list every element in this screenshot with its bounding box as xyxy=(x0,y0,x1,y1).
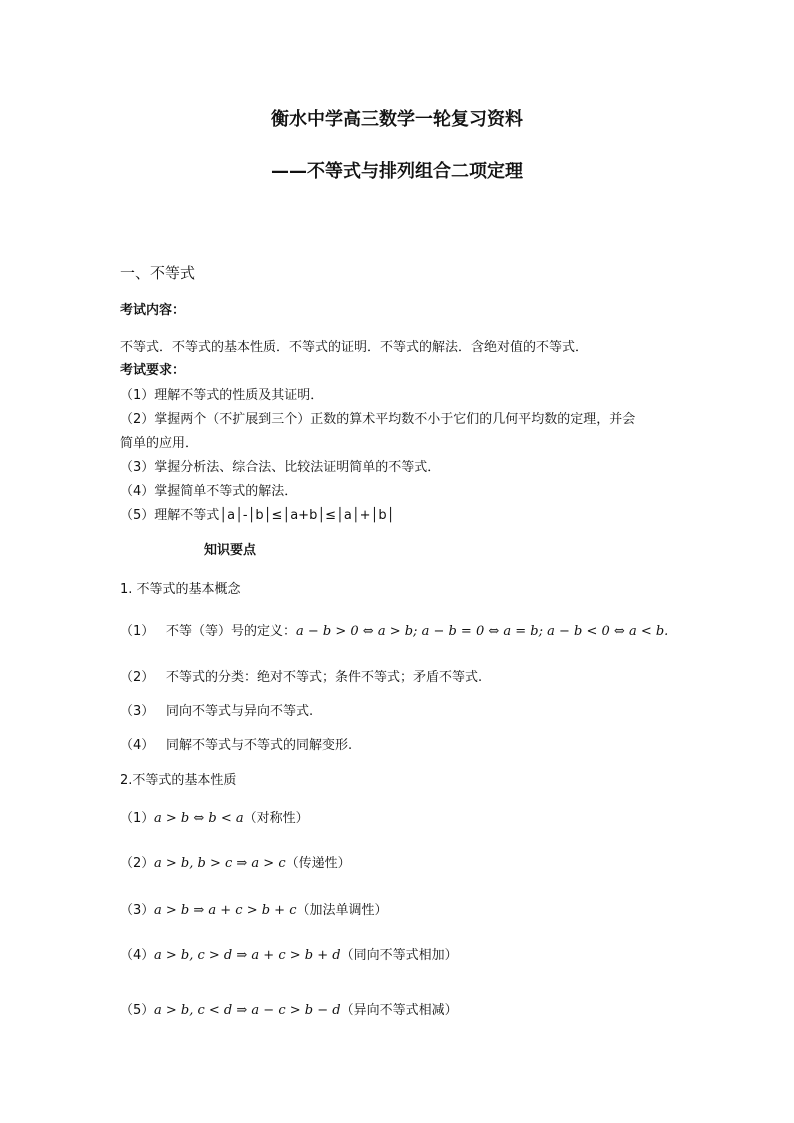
property-item xyxy=(120,811,309,827)
property-note: （传递性） xyxy=(285,856,351,871)
property-note: （对称性） xyxy=(243,811,309,826)
item-number: （2） xyxy=(120,856,155,871)
item-number: （5） xyxy=(120,1003,155,1018)
property-item xyxy=(120,903,388,919)
concept-item xyxy=(120,670,482,686)
item-number: （4） xyxy=(120,948,155,963)
requirement-item: （1）理解不等式的性质及其证明． xyxy=(120,388,324,403)
property-item xyxy=(120,1003,458,1019)
property-note: （同向不等式相加） xyxy=(340,948,458,963)
property-note: （异向不等式相减） xyxy=(340,1003,458,1018)
exam-content-label: 考试内容： xyxy=(120,303,186,318)
math-formula: a − b > 0 ⇔ a > b; a − b = 0 ⇔ a = b; a − b < 0 ⇔ a < b. xyxy=(296,624,669,639)
item-text: 同解不等式与不等式的同解变形. xyxy=(166,738,353,753)
point-heading: 2.不等式的基本性质 xyxy=(120,773,237,788)
item-number: （2） xyxy=(120,670,155,685)
document-subtitle: ——不等式与排列组合二项定理 xyxy=(271,161,523,182)
property-item xyxy=(120,856,351,872)
property-item xyxy=(120,948,458,964)
knowledge-heading: 知识要点 xyxy=(204,543,257,558)
math-formula: a > b ⇔ b < a xyxy=(154,811,244,826)
requirement-item: （3）掌握分析法、综合法、比较法证明简单的不等式． xyxy=(120,460,441,475)
point-heading: 1. 不等式的基本概念 xyxy=(120,582,241,597)
item-number: （3） xyxy=(120,903,155,918)
item-number: （1） xyxy=(120,624,155,639)
document-title: 衡水中学高三数学一轮复习资料 xyxy=(271,109,523,130)
requirement-item: 简单的应用． xyxy=(120,436,199,451)
math-formula: a > b, b > c ⇒ a > c xyxy=(154,856,286,871)
exam-content-text: 不等式．不等式的基本性质．不等式的证明．不等式的解法．含绝对值的不等式． xyxy=(120,340,589,355)
item-text: 同向不等式与异向不等式. xyxy=(166,704,314,719)
item-number: （1） xyxy=(120,811,155,826)
concept-item xyxy=(120,704,313,720)
math-formula: a > b ⇒ a + c > b + c xyxy=(154,903,297,918)
item-number: （4） xyxy=(120,738,155,753)
requirement-item: （5）理解不等式│a│-│b│≤│a+b│≤│a│+│b│ xyxy=(120,508,395,523)
section-heading: 一、不等式 xyxy=(120,264,196,282)
math-formula: a > b, c < d ⇒ a − c > b − d xyxy=(154,1003,341,1018)
requirement-item: （2）掌握两个（不扩展到三个）正数的算术平均数不小于它们的几何平均数的定理，并会 xyxy=(120,412,636,427)
item-text: 不等（等）号的定义： xyxy=(166,624,297,639)
requirement-item: （4）掌握简单不等式的解法． xyxy=(120,484,298,499)
item-text: 不等式的分类：绝对不等式；条件不等式；矛盾不等式. xyxy=(166,670,483,685)
property-note: （加法单调性） xyxy=(296,903,388,918)
math-formula: a > b, c > d ⇒ a + c > b + d xyxy=(154,948,341,963)
concept-item xyxy=(120,624,668,640)
item-number: （3） xyxy=(120,704,155,719)
concept-item xyxy=(120,738,352,754)
exam-requirements-label: 考试要求： xyxy=(120,363,186,378)
